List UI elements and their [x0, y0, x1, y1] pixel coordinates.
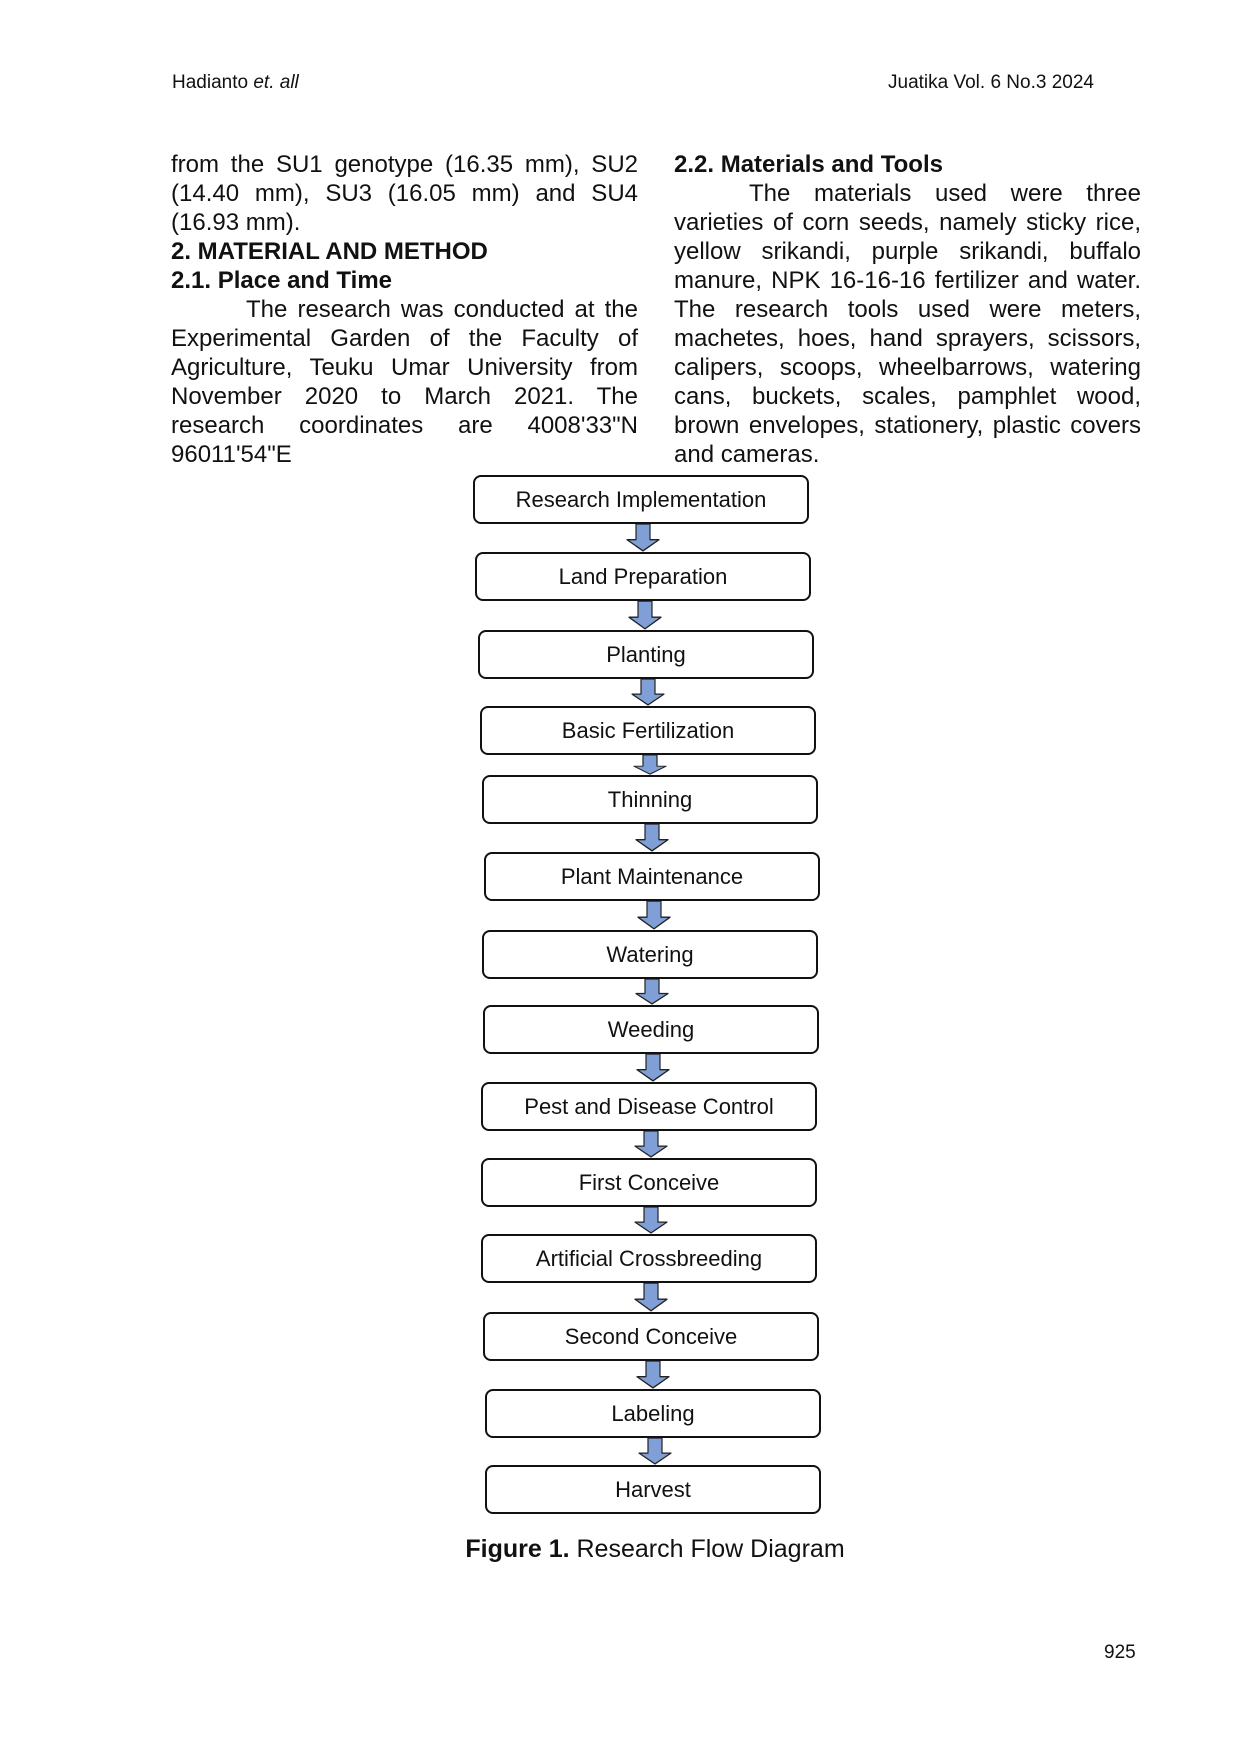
flow-step: Planting: [478, 630, 814, 679]
down-arrow-icon: [637, 901, 671, 930]
section-heading: 2. MATERIAL AND METHOD: [171, 238, 488, 265]
subsection-heading-materials-tools: 2.2. Materials and Tools: [674, 151, 943, 178]
author-suffix: et. all: [253, 72, 299, 93]
flow-step: Harvest: [485, 1465, 821, 1514]
down-arrow-icon: [636, 1054, 670, 1082]
flow-step: Labeling: [485, 1389, 821, 1438]
materials-tools-paragraph: The materials used were three varieties of corn seeds, namely sticky rice, yellow srikandi, purple srikandi, buffalo manure, NPK 16-16-16 fertilizer and water. The research tools used were meters, machetes, hoes, hand sprayers, scissors, calipers, scoops, wheelbarrows, watering cans, buckets, scales, pamphlet wood, brown envelopes, stationery, plastic covers and cameras.: [674, 180, 1141, 468]
down-arrow-icon: [634, 1283, 668, 1312]
flow-step: Thinning: [482, 775, 818, 824]
figure-caption: [0, 1535, 1240, 1564]
figure-caption-text: Research Flow Diagram: [576, 1535, 845, 1563]
running-header-journal: Juatika Vol. 6 No.3 2024: [888, 72, 1094, 93]
figure-label: Figure 1.: [465, 1535, 570, 1563]
flow-step: Plant Maintenance: [484, 852, 820, 901]
down-arrow-icon: [635, 824, 669, 852]
down-arrow-icon: [635, 979, 669, 1005]
flow-step: Basic Fertilization: [480, 706, 816, 755]
intro-paragraph: from the SU1 genotype (16.35 mm), SU2 (14.40 mm), SU3 (16.05 mm) and SU4 (16.93 mm).: [171, 151, 638, 236]
right-column: [674, 150, 1141, 469]
flow-step: Watering: [482, 930, 818, 979]
flow-step: Second Conceive: [483, 1312, 819, 1361]
flow-step: Artificial Crossbreeding: [481, 1234, 817, 1283]
down-arrow-icon: [634, 1131, 668, 1158]
subsection-heading-place-time: 2.1. Place and Time: [171, 267, 393, 294]
down-arrow-icon: [636, 1361, 670, 1389]
left-column: [171, 150, 638, 469]
flow-step: First Conceive: [481, 1158, 817, 1207]
flow-step: Weeding: [483, 1005, 819, 1054]
down-arrow-icon: [634, 1207, 668, 1234]
author-name: Hadianto: [172, 72, 249, 93]
flow-step: Pest and Disease Control: [481, 1082, 817, 1131]
flow-step: Research Implementation: [473, 475, 809, 524]
down-arrow-icon: [633, 755, 667, 775]
page-number: 925: [1104, 1642, 1136, 1663]
down-arrow-icon: [628, 601, 662, 630]
flow-step: Land Preparation: [475, 552, 811, 601]
place-time-paragraph: The research was conducted at the Experimental Garden of the Faculty of Agriculture, Teuku Umar University from November 2020 to March 2021. The research coordinates are 4008'33"N 96011'54"E: [171, 296, 638, 468]
running-header-author: [172, 72, 299, 94]
down-arrow-icon: [631, 679, 665, 706]
down-arrow-icon: [638, 1438, 672, 1465]
down-arrow-icon: [626, 524, 660, 552]
